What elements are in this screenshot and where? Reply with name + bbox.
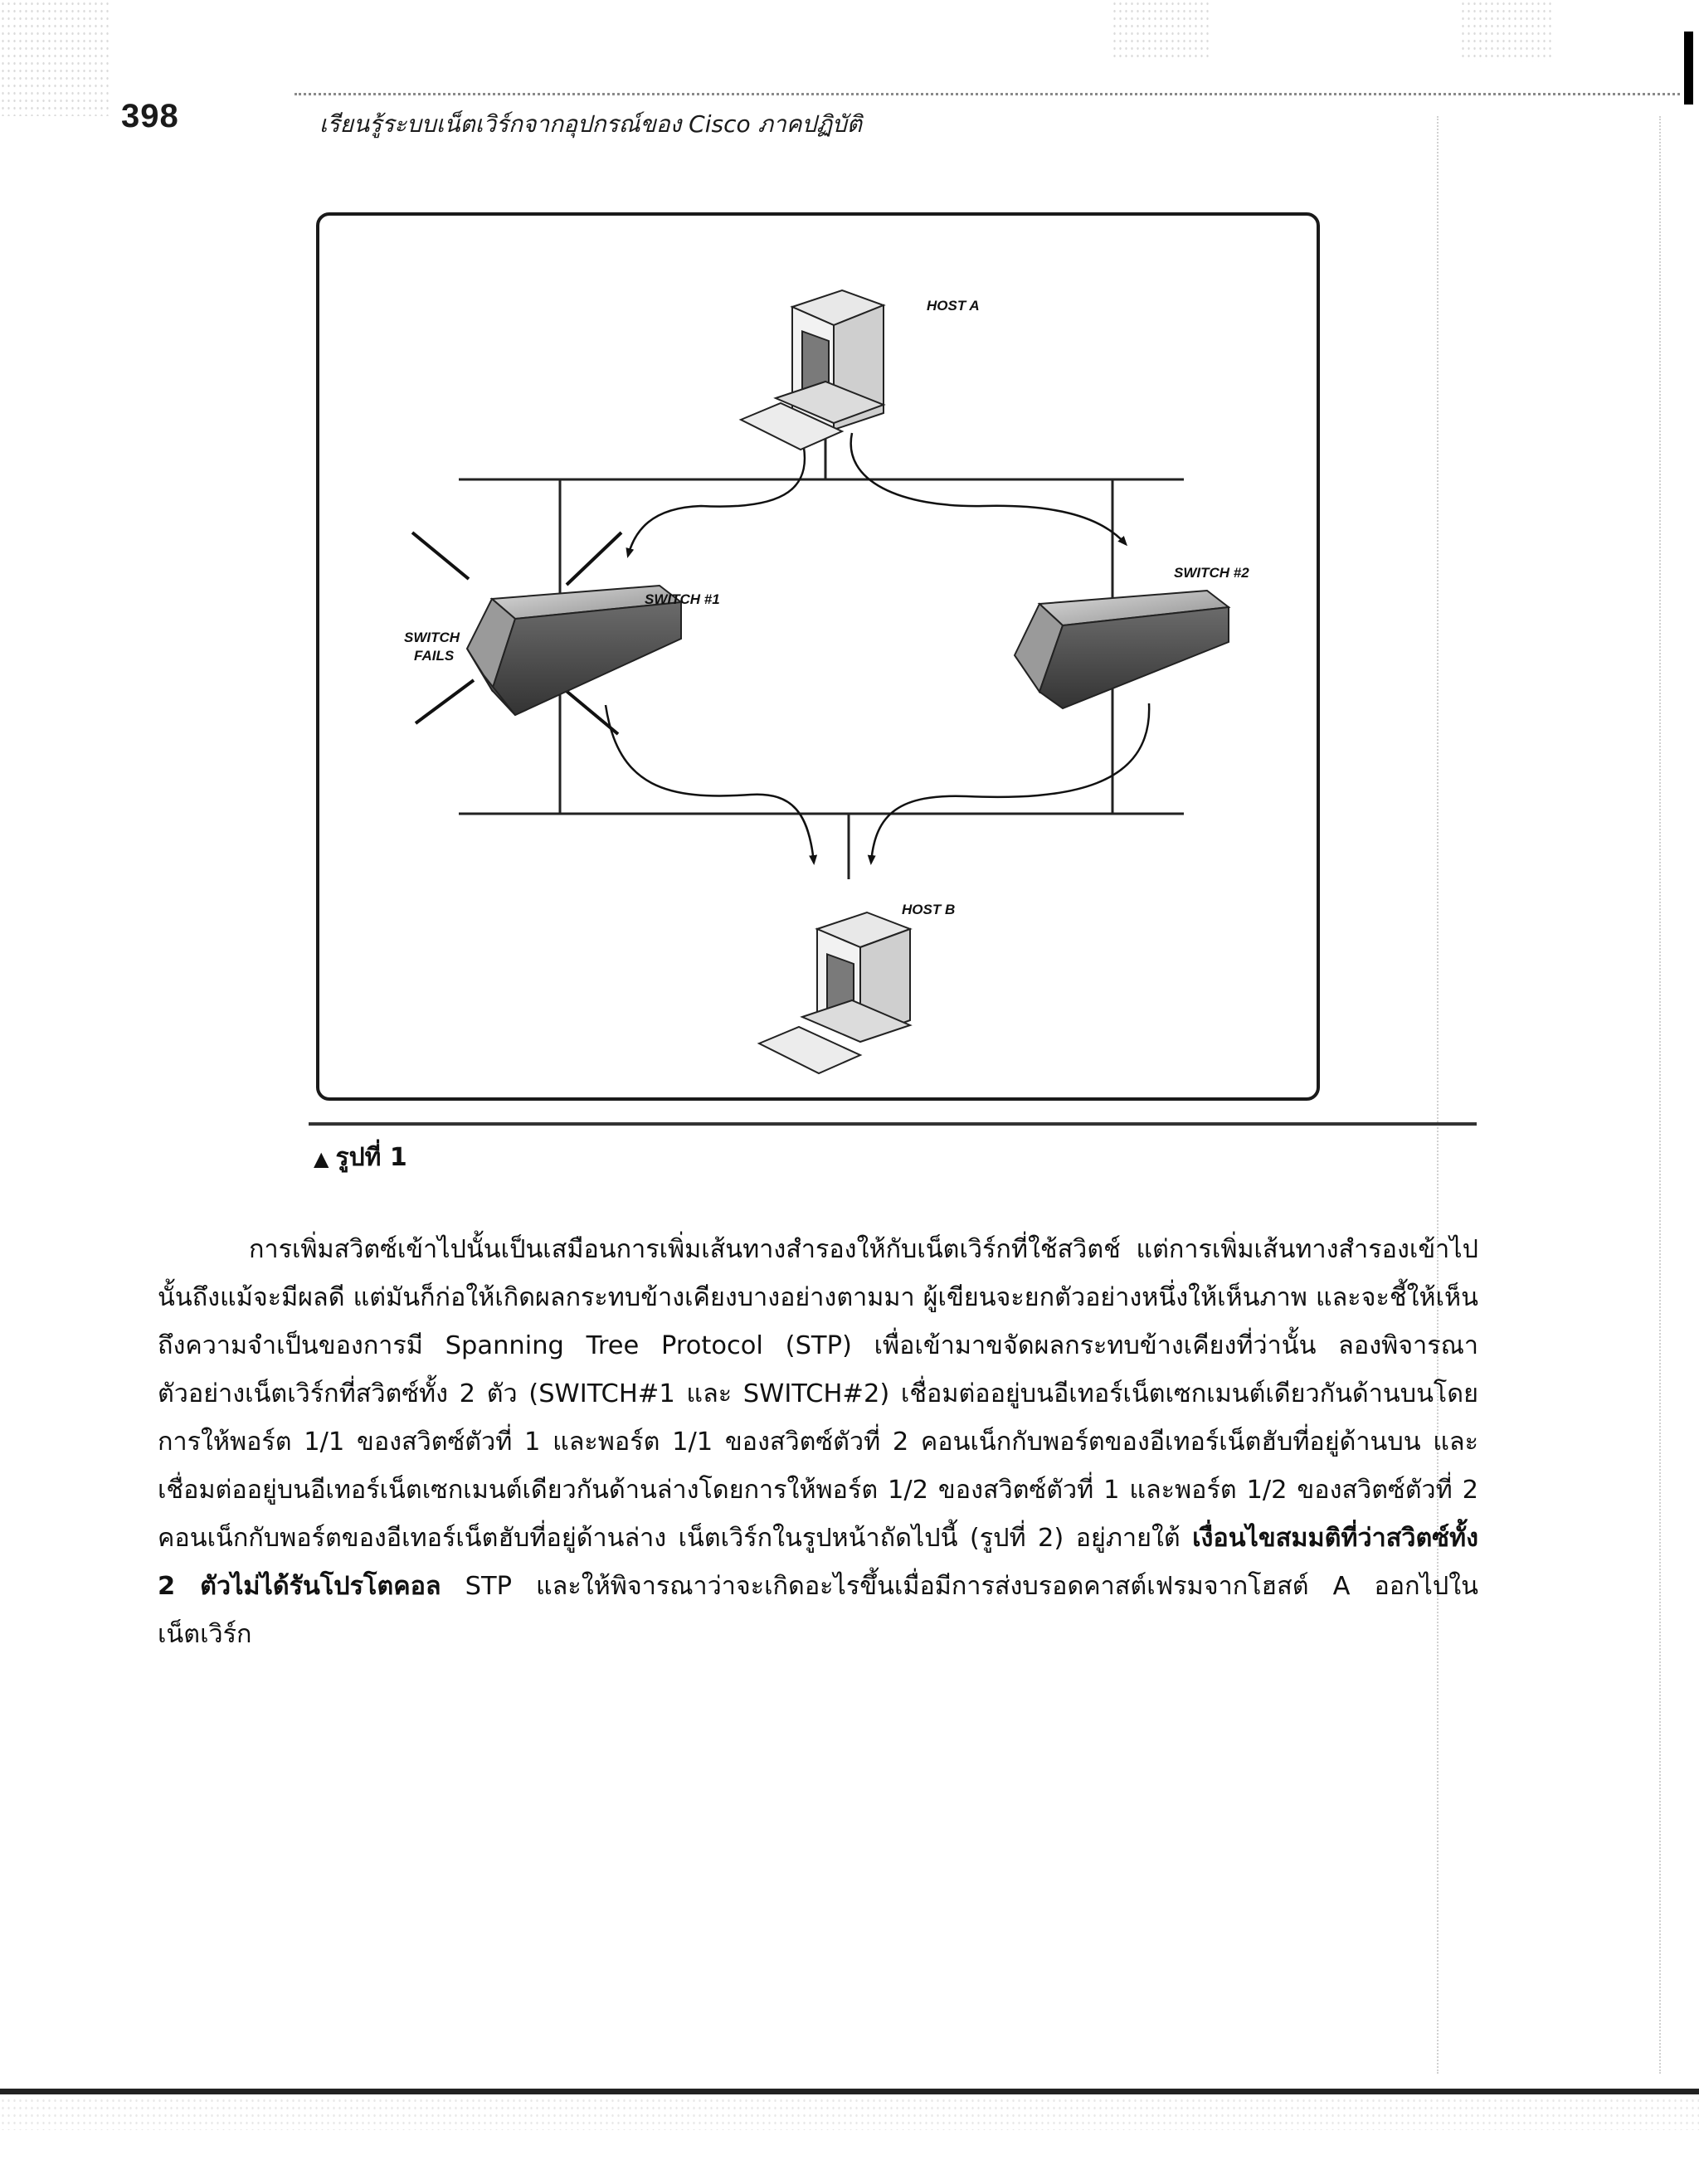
- path-arrow: [606, 705, 814, 863]
- body-paragraph: [158, 1226, 1478, 1659]
- paragraph-text-end: STP และให้พิจารณาว่าจะเกิดอะไรขึ้นเมื่อมีการส่งบรอดคาสต์เฟรมจากโฮสต์ A ออกไปในเน็ตเวิร์ก: [158, 1572, 1478, 1649]
- switch1-label: SWITCH #1: [645, 591, 720, 607]
- caption-rule: [309, 1122, 1477, 1126]
- switch2-switch-icon: [1015, 591, 1229, 708]
- figure-network-diagram: [316, 212, 1320, 1101]
- figure-caption: [314, 1138, 407, 1177]
- scan-dotted-line: [1437, 116, 1439, 2074]
- caption-text: รูปที่ 1: [335, 1143, 407, 1172]
- switch-fails-label-line2: FAILS: [414, 648, 455, 664]
- host-b-label: HOST B: [902, 902, 956, 917]
- host-a-computer-icon: [741, 290, 884, 450]
- path-arrow: [871, 703, 1149, 863]
- scan-noise-top-right: [1460, 0, 1551, 62]
- scan-noise-top-left: [0, 0, 112, 116]
- network-diagram: [319, 216, 1317, 1097]
- paragraph-bold-text: เงื่อนไขสมมติที่ว่าสวิตซ์ทั้ง 2 ตัวไม่ได้รันโปรโตคอล: [158, 1524, 1478, 1601]
- caption-triangle-icon: ▲: [314, 1147, 329, 1170]
- switch2-label: SWITCH #2: [1174, 565, 1249, 581]
- scan-dotted-line: [1659, 116, 1661, 2074]
- running-title: เรียนรู้ระบบเน็ตเวิร์กจากอุปกรณ์ของ Cisco ภาคปฏิบัติ: [319, 110, 862, 138]
- path-arrow: [628, 433, 805, 556]
- host-b-computer-icon: [759, 912, 910, 1073]
- paragraph-text: การเพิ่มสวิตซ์เข้าไปนั้นเป็นเสมือนการเพิ่มเส้นทางสำรองให้กับเน็ตเวิร์กที่ใช้สวิตช์ แต่การเพิ่มเส้นทางสำรองเข้าไปนั้นถึงแม้จะมีผลดี แต่มันก็ก่อให้เกิดผลกระทบข้างเคียงบางอย่างตามมา ผู้เขียนจะยกตัวอย่างหนึ่งให้เห็นภาพ และจะชี้ให้เห็นถึงความจำเป็นของการมี Spanning Tree Protocol (STP) เพื่อเข้ามาขจัดผลกระทบข้างเคียงที่ว่านั้น ลองพิจารณาตัวอย่างเน็ตเวิร์กที่สวิตซ์ทั้ง 2 ตัว (SWITCH#1 และ SWITCH#2) เชื่อมต่ออยู่บนอีเทอร์เน็ตเซกเมนต์เดียวกันด้านบนโดยการให้พอร์ต 1/1 ของสวิตซ์ตัวที่ 1 และพอร์ต 1/1 ของสวิตซ์ตัวที่ 2 คอนเน็กกับพอร์ตของอีเทอร์เน็ตฮับที่อยู่ด้านบน และเชื่อมต่ออยู่บนอีเทอร์เน็ตเซกเมนต์เดียวกันด้านล่างโดยการให้พอร์ต 1/2 ของสวิตซ์ตัวที่ 1 และพอร์ต 1/2 ของสวิตซ์ตัวที่ 2 คอนเน็กกับพอร์ตของอีเทอร์เน็ตฮับที่อยู่ด้านล่าง เน็ตเวิร์กในรูปหน้าถัดไปนี้ (รูปที่ 2) อยู่ภายใต้: [158, 1235, 1478, 1553]
- scan-noise-bottom: [0, 2097, 1699, 2130]
- scan-noise-top: [1112, 0, 1211, 58]
- header-rule: [295, 93, 1680, 95]
- footer-rule: [0, 2089, 1699, 2094]
- page-number: 398: [121, 98, 179, 134]
- switch-fails-label-line1: SWITCH: [404, 630, 460, 645]
- host-a-label: HOST A: [927, 298, 980, 314]
- path-arrow: [851, 433, 1126, 544]
- edge-bar: [1684, 32, 1693, 105]
